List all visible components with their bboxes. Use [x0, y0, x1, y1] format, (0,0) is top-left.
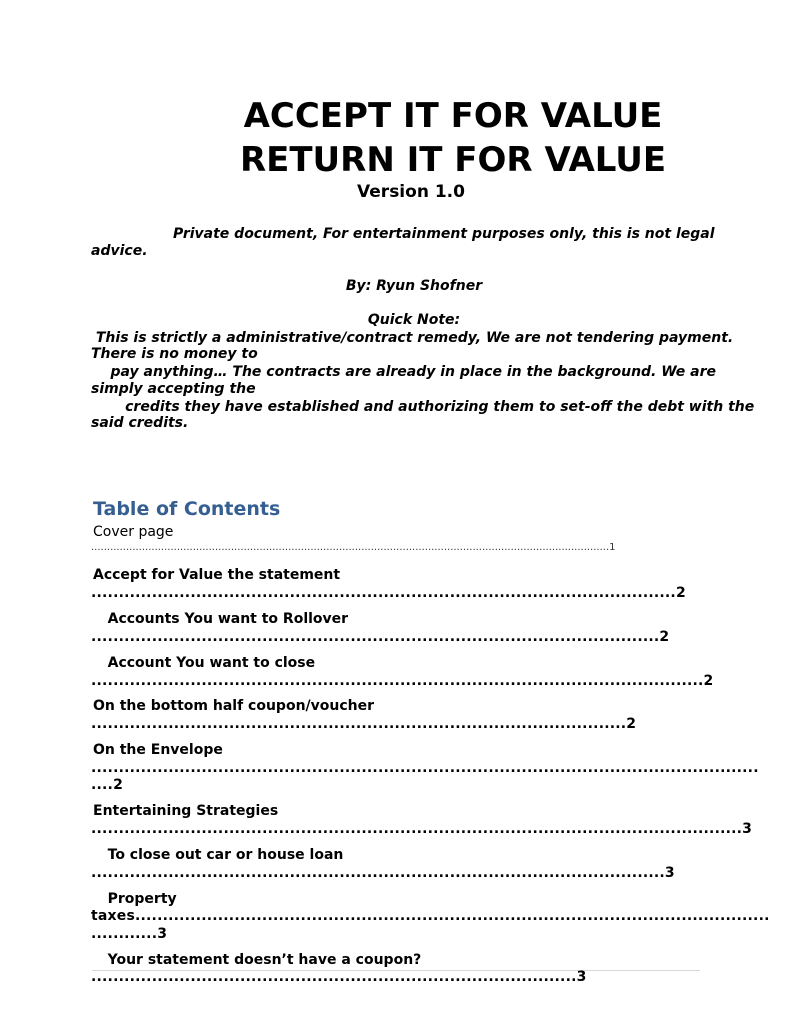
quick-note-line: There is no money to: [91, 346, 258, 362]
toc-entry-leader: taxes...................................................................................................................: [91, 908, 770, 924]
quick-note-line: simply accepting the: [91, 381, 256, 397]
toc-entry-title[interactable]: On the bottom half coupon/voucher: [93, 698, 375, 714]
title-line-2: RETURN IT FOR VALUE: [239, 140, 667, 180]
quick-note-line: credits they have established and authorizing them to set-off the debt with the: [91, 399, 755, 415]
toc-entry-leader: ..........................................................................................................2: [91, 585, 686, 601]
toc-entry-title[interactable]: Your statement doesn’t have a coupon?: [93, 952, 422, 968]
toc-entry-leader: ......................................................................................................................3: [91, 821, 753, 837]
toc-entry-leader: .......................................................................................................2: [91, 629, 670, 645]
toc-entry-title[interactable]: Property: [93, 891, 177, 907]
toc-entry-leader: ...............................................................................................................2: [91, 673, 714, 689]
toc-entry-title[interactable]: Entertaining Strategies: [93, 803, 279, 819]
toc-entry-leader: .........................................................................................................................: [91, 760, 759, 776]
toc-entry-title[interactable]: Accounts You want to Rollover: [93, 611, 349, 627]
disclaimer-line-1: Private document, For entertainment purposes only, this is not legal: [173, 226, 715, 242]
toc-entry-title[interactable]: Cover page: [93, 524, 174, 540]
toc-entry-leader-continued: ............3: [91, 926, 168, 942]
toc-entry-title[interactable]: Account You want to close: [93, 655, 316, 671]
version-label: Version 1.0: [357, 182, 465, 202]
toc-entry-title[interactable]: Accept for Value the statement: [93, 567, 341, 583]
toc-heading: Table of Contents: [93, 498, 281, 520]
toc-entry-leader: ........................................................................................................3: [91, 865, 675, 881]
title-line-1: ACCEPT IT FOR VALUE: [243, 96, 663, 136]
toc-entry-title[interactable]: On the Envelope: [93, 742, 223, 758]
toc-entry-leader: ........................................................................................3: [91, 969, 587, 985]
author-line: By: Ryun Shofner: [345, 278, 483, 294]
quick-note-line: This is strictly a administrative/contract remedy, We are not tendering payment.: [91, 330, 734, 346]
toc-entry-leader: ...................................................................................................................................................................1: [91, 542, 616, 553]
quick-note-line: said credits.: [91, 415, 189, 431]
toc-entry-leader: .................................................................................................2: [91, 716, 637, 732]
toc-entry-leader-continued: ....2: [91, 777, 124, 793]
quick-note-line: pay anything… The contracts are already in place in the background. We are: [91, 364, 717, 380]
disclaimer-line-2: advice.: [91, 243, 148, 259]
quick-note-heading: Quick Note:: [367, 312, 461, 328]
toc-entry-title[interactable]: To close out car or house loan: [93, 847, 344, 863]
